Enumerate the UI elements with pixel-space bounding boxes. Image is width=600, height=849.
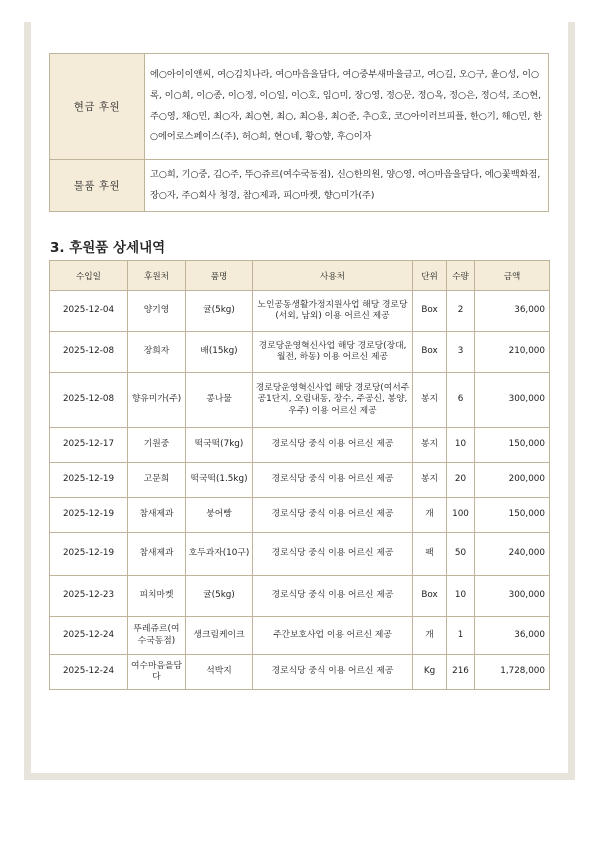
cell-amount: 1,728,000 — [475, 655, 550, 690]
cell-usage: 경로당운영혁신사업 해당 경로당(장대, 월전, 하동) 이용 어르신 제공 — [253, 332, 413, 373]
cash-donor-label: 현금 후원 — [50, 54, 145, 160]
cash-donor-row — [50, 54, 549, 160]
cell-usage: 경로식당 중식 이용 어르신 제공 — [253, 655, 413, 690]
header-donor: 후원처 — [128, 261, 186, 291]
table-row — [50, 332, 550, 373]
cell-amount: 36,000 — [475, 291, 550, 332]
cell-amount: 36,000 — [475, 617, 550, 655]
cell-amount: 300,000 — [475, 576, 550, 617]
cell-qty: 10 — [447, 428, 475, 463]
cell-usage: 경로식당 중식 이용 어르신 제공 — [253, 498, 413, 533]
cell-qty: 10 — [447, 576, 475, 617]
header-item: 품명 — [186, 261, 253, 291]
cell-donor: 향유미가(주) — [128, 373, 186, 428]
table-row — [50, 533, 550, 576]
cell-qty: 2 — [447, 291, 475, 332]
header-qty: 수량 — [447, 261, 475, 291]
donation-detail-table — [49, 260, 550, 690]
table-row — [50, 498, 550, 533]
cell-date: 2025-12-19 — [50, 498, 128, 533]
table-row — [50, 373, 550, 428]
cell-usage: 경로당운영혁신사업 해당 경로당(여서주공1단지, 오림내동, 장수, 주공신, 봉양, 우주) 이용 어르신 제공 — [253, 373, 413, 428]
cell-item: 귤(5kg) — [186, 291, 253, 332]
cell-donor: 양기영 — [128, 291, 186, 332]
table-row — [50, 617, 550, 655]
cash-donor-list: 에○아이이앤씨, 여○김치나라, 여○마음을담다, 여○중부새마을금고, 여○길, 오○구, 윤○성, 이○록, 이○희, 이○종, 이○정, 이○일, 이○호, 임○미, 장○영, 정○문, 정○옥, 정○은, 정○석, 조○현, 주○영, 채○민, 최○자, 최○현, 최○, 최○용, 최○준, 추○호, 코○아이러브피플, 한○기, 해○민, 한○에어로스페이스(주), 허○희, 현○네, 황○향, 후○이자 — [145, 54, 549, 160]
table-row — [50, 576, 550, 617]
cell-unit: 봉지 — [413, 373, 447, 428]
cell-item: 떡국떡(7kg) — [186, 428, 253, 463]
cell-item: 생크림케이크 — [186, 617, 253, 655]
cell-item: 붕어빵 — [186, 498, 253, 533]
cell-donor: 참새제과 — [128, 498, 186, 533]
cell-unit: Box — [413, 291, 447, 332]
table-row — [50, 655, 550, 690]
cell-qty: 6 — [447, 373, 475, 428]
cell-unit: Kg — [413, 655, 447, 690]
donor-summary-table — [49, 53, 549, 212]
cell-unit: 팩 — [413, 533, 447, 576]
cell-qty: 216 — [447, 655, 475, 690]
cell-qty: 50 — [447, 533, 475, 576]
cell-donor: 여수마음을담다 — [128, 655, 186, 690]
cell-date: 2025-12-24 — [50, 655, 128, 690]
header-amount: 금액 — [475, 261, 550, 291]
cell-date: 2025-12-08 — [50, 373, 128, 428]
table-header-row — [50, 261, 550, 291]
cell-unit: 봉지 — [413, 428, 447, 463]
cell-unit: 봉지 — [413, 463, 447, 498]
cell-donor: 장희자 — [128, 332, 186, 373]
cell-unit: Box — [413, 576, 447, 617]
table-row — [50, 428, 550, 463]
cell-qty: 100 — [447, 498, 475, 533]
cell-usage: 경로식당 중식 이용 어르신 제공 — [253, 428, 413, 463]
cell-item: 귤(5kg) — [186, 576, 253, 617]
cell-donor: 뚜레쥬르(여수국동점) — [128, 617, 186, 655]
cell-qty: 3 — [447, 332, 475, 373]
cell-date: 2025-12-04 — [50, 291, 128, 332]
section-heading: 3. 후원품 상세내역 — [50, 240, 166, 256]
header-usage: 사용처 — [253, 261, 413, 291]
cell-date: 2025-12-19 — [50, 463, 128, 498]
cell-amount: 210,000 — [475, 332, 550, 373]
goods-donor-list: 고○희, 기○중, 김○주, 뚜○쥬르(여수국동점), 신○한의원, 양○영, 여○마음을담다, 에○꽃백화점, 장○자, 주○회사 청경, 참○제과, 피○마켓, 향○미가(주) — [145, 160, 549, 212]
table-row — [50, 463, 550, 498]
header-date: 수입일 — [50, 261, 128, 291]
cell-donor: 피치마켓 — [128, 576, 186, 617]
header-unit: 단위 — [413, 261, 447, 291]
cell-usage: 노인공동생활가정지원사업 해당 경로당(서외, 남외) 이용 어르신 제공 — [253, 291, 413, 332]
cell-qty: 1 — [447, 617, 475, 655]
cell-amount: 150,000 — [475, 498, 550, 533]
cell-date: 2025-12-17 — [50, 428, 128, 463]
cell-usage: 경로식당 중식 이용 어르신 제공 — [253, 533, 413, 576]
goods-donor-label: 물품 후원 — [50, 160, 145, 212]
cell-usage: 경로식당 중식 이용 어르신 제공 — [253, 463, 413, 498]
cell-donor: 기원중 — [128, 428, 186, 463]
goods-donor-row — [50, 160, 549, 212]
cell-date: 2025-12-08 — [50, 332, 128, 373]
cell-donor: 고문희 — [128, 463, 186, 498]
table-row — [50, 291, 550, 332]
cell-item: 떡국떡(1.5kg) — [186, 463, 253, 498]
cell-usage: 주간보호사업 이용 어르신 제공 — [253, 617, 413, 655]
cell-unit: 개 — [413, 498, 447, 533]
cell-unit: 개 — [413, 617, 447, 655]
cell-item: 콩나물 — [186, 373, 253, 428]
cell-item: 석박지 — [186, 655, 253, 690]
cell-amount: 300,000 — [475, 373, 550, 428]
cell-date: 2025-12-19 — [50, 533, 128, 576]
cell-amount: 200,000 — [475, 463, 550, 498]
cell-date: 2025-12-24 — [50, 617, 128, 655]
cell-donor: 참새제과 — [128, 533, 186, 576]
cell-unit: Box — [413, 332, 447, 373]
cell-amount: 150,000 — [475, 428, 550, 463]
cell-item: 호두과자(10구) — [186, 533, 253, 576]
cell-usage: 경로식당 중식 이용 어르신 제공 — [253, 576, 413, 617]
cell-item: 배(15kg) — [186, 332, 253, 373]
cell-amount: 240,000 — [475, 533, 550, 576]
cell-date: 2025-12-23 — [50, 576, 128, 617]
cell-qty: 20 — [447, 463, 475, 498]
